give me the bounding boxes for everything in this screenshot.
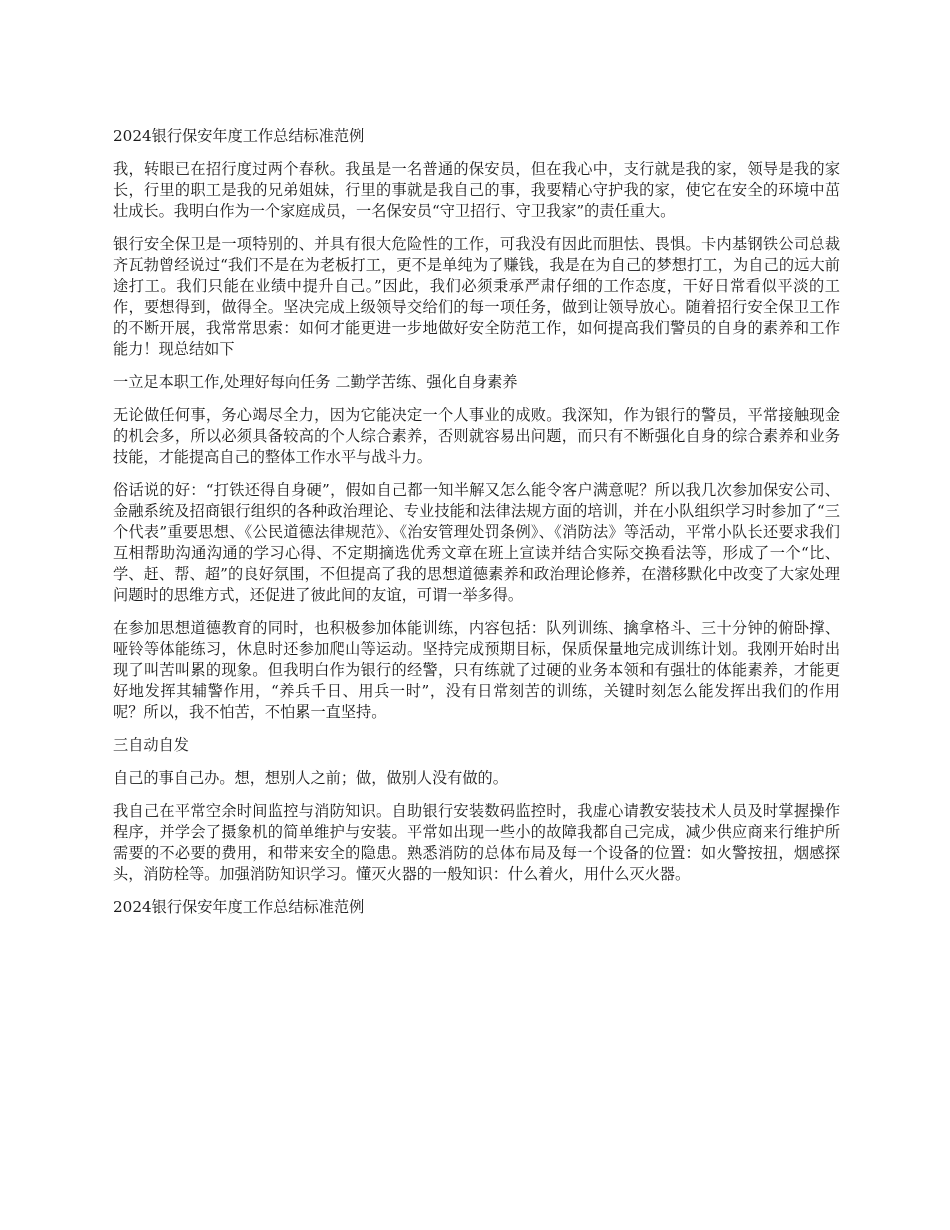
paragraph-physical-training: 在参加思想道德教育的同时，也积极参加体能训练，内容包括：队列训练、擒拿格斗、三十分钟的俯卧撑、哑铃等体能练习，休息时还参加爬山等运动。坚持完成预期目标，保质保量地完成训练计划。我刚开始时出现了叫苦叫累的现象。但我明白作为银行的经警，只有练就了过硬的业务本领和有强壮的体能素养，才能更好地发挥其辅警作用，“养兵千日、用兵一时”，没有日常刻苦的训练，关键时刻怎么能发挥出我们的作用呢？所以，我不怕苦，不怕累一直坚持。 xyxy=(113,619,840,721)
paragraph-dedication: 无论做任何事，务心竭尽全力，因为它能决定一个人事业的成败。我深知，作为银行的警员，平常接触现金的机会多，所以必须具备较高的个人综合素养，否则就容易出问题，而只有不断强化自身的综合素养和业务技能，才能提高自己的整体工作水平与战斗力。 xyxy=(113,406,840,466)
paragraph-security-work: 银行安全保卫是一项特别的、并具有很大危险性的工作，可我没有因此而胆怯、畏惧。卡内基钢铁公司总裁齐瓦勃曾经说过“我们不是在为老板打工，更不是单纯为了赚钱，我是在为自己的梦想打工，为自己的远大前途打工。我们只能在业绩中提升自己。”因此，我们必须秉承严肃仔细的工作态度，干好日常看似平淡的工作，要想得到，做得全。坚决完成上级领导交给们的每一项任务，做到让领导放心。随着招行安全保卫工作的不断开展，我常常思索：如何才能更进一步地做好安全防范工作，如何提高我们警员的自身的素养和工作能力！现总结如下 xyxy=(113,235,840,358)
section-heading-1-2: 一立足本职工作,处理好每向任务 二勤学苦练、强化自身素养 xyxy=(113,373,518,391)
document-title: 2024银行保安年度工作总结标准范例 xyxy=(113,127,365,145)
paragraph-monitoring-fire: 我自己在平常空余时间监控与消防知识。自助银行安装数码监控时，我虚心请教安装技术人员及时掌握操作程序，并学会了摄象机的简单维护与安装。平常如出现一些小的故障我都自己完成，减少供应商来行维护所需要的不必要的费用，和带来安全的隐患。熟悉消防的总体布局及每一个设备的位置：如火警按扭，烟感探头，消防栓等。加强消防知识学习。懂灭火器的一般知识：什么着火，用什么灭火器。 xyxy=(113,802,840,883)
paragraph-training: 俗话说的好：“打铁还得自身硬”，假如自己都一知半解又怎么能令客户满意呢？所以我几次参加保安公司、金融系统及招商银行组织的各种政治理论、专业技能和法律法规方面的培训，并在小队组织学习时参加了“三个代表”重要思想、《公民道德法律规范》、《治安管理处罚条例》、《消防法》等活动，平常小队长还要求我们互相帮助沟通沟通的学习心得、不定期摘选优秀文章在班上宣读并结合实际交换看法等，形成了一个“比、学、赶、帮、超”的良好氛围，不但提高了我的思想道德素养和政治理论修养，在潜移默化中改变了大家处理问题时的思维方式，还促进了彼此间的友谊，可谓一举多得。 xyxy=(113,481,840,604)
section-heading-3: 三自动自发 xyxy=(113,736,189,754)
paragraph-self-initiative: 自己的事自己办。想，想别人之前；做，做别人没有做的。 xyxy=(113,769,508,787)
document-page xyxy=(113,126,840,930)
footer-title: 2024银行保安年度工作总结标准范例 xyxy=(113,898,365,916)
paragraph-intro: 我，转眼已在招行度过两个春秋。我虽是一名普通的保安员，但在我心中，支行就是我的家，领导是我的家长，行里的职工是我的兄弟姐妹，行里的事就是我自己的事，我要精心守护我的家，使它在安全的环境中茁壮成长。我明白作为一个家庭成员，一名保安员“守卫招行、守卫我家”的责任重大。 xyxy=(113,160,840,220)
